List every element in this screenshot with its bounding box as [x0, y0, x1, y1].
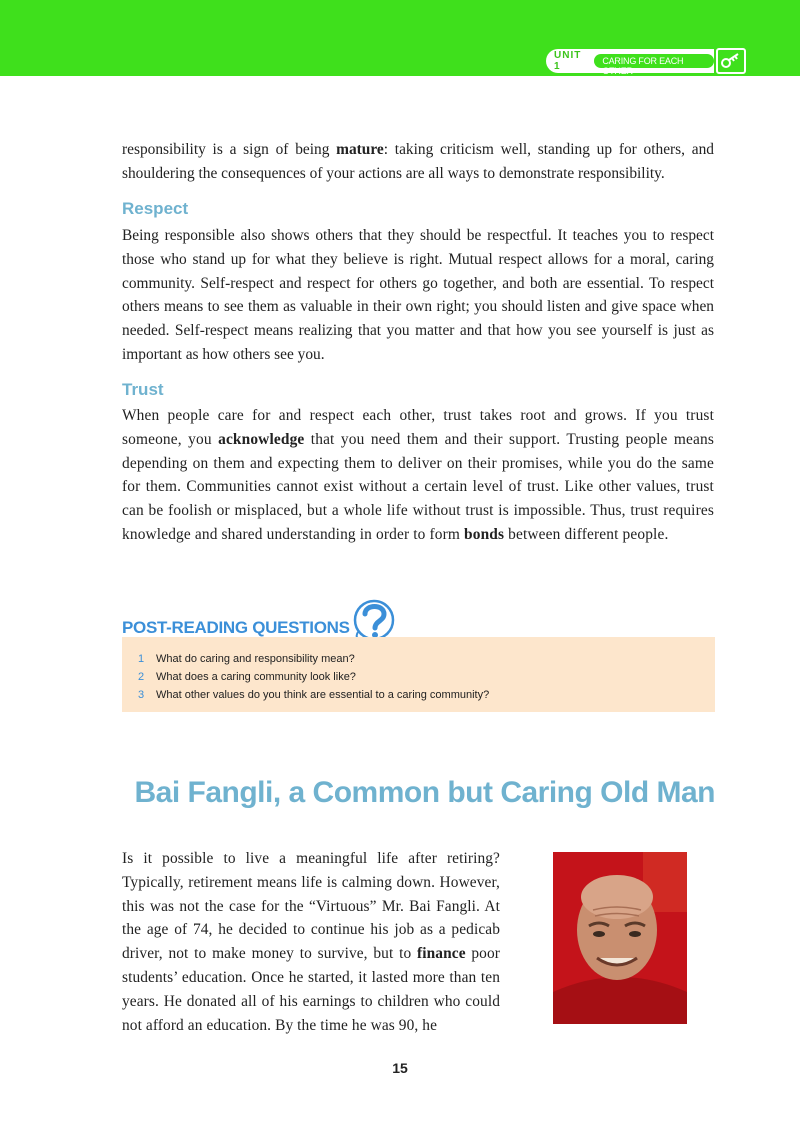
intro-paragraph: responsibility is a sign of being mature: taking criticism well, standing up for others, and shouldering the consequences of your actions are all ways to demonstrate responsibility. — [122, 141, 714, 182]
question-item: 1 What do caring and responsibility mean? — [138, 653, 355, 665]
unit-indicator — [546, 49, 714, 76]
article-paragraph: Is it possible to live a meaningful life after retiring? Typically, retirement means life is calming down. However, this was not the case for the “Virtuous” Mr. Bai Fangli. At the age of 74, he decided to continue his job as a pedicab driver, not to make money to survive, but to finance poor students’ education. Once he started, it lasted more than ten years. He donated all of his earnings to children who could not afford an education. By the time he was 90, he — [122, 850, 500, 1034]
respect-paragraph: Being responsible also shows others that they should be respectful. It teaches you to respect those who stand up for what they believe is right. Mutual respect allows for a moral, caring community. Self-respect and respect for others go together, and both are essential. To respect others means to see them as valuable in their own right; you should listen and give space when needed. Self-respect means realizing that you matter and that how you see yourself is just as important as how others see you. — [122, 227, 714, 363]
trust-paragraph: When people care for and respect each other, trust takes root and grows. If you trust someone, you acknowledge that you need them and their support. Trusting people means depending on them and expecting them to deliver on their promises, while you do the same for them. Communities cannot exist without a certain level of trust. Like other values, trust can be foolish or misplaced, but a whole life without trust is impossible. Thus, trust requires knowledge and shared understanding in order to form bonds between different people. — [122, 407, 714, 543]
vocab-mature: mature — [336, 141, 384, 158]
page-number: 15 — [392, 1060, 408, 1076]
question-item: 3 What other values do you think are essential to a caring community? — [138, 689, 490, 701]
vocab-acknowledge: acknowledge — [218, 430, 305, 448]
trust-heading: Trust — [122, 380, 164, 399]
key-icon — [716, 48, 746, 74]
article-title: Bai Fangli, a Common but Caring Old Man — [134, 776, 715, 809]
header-band — [0, 0, 800, 76]
unit-title: CARING FOR EACH OTHER — [594, 54, 714, 68]
respect-heading: Respect — [122, 199, 189, 218]
post-reading-box — [122, 637, 715, 712]
question-item: 2 What does a caring community look like? — [138, 671, 356, 683]
vocab-finance: finance — [417, 945, 466, 963]
vocab-bonds: bonds — [464, 525, 505, 543]
post-reading-title: POST-READING QUESTIONS — [122, 618, 350, 637]
bai-fangli-photo — [553, 852, 687, 1024]
unit-label: UNIT 1 — [554, 50, 582, 72]
